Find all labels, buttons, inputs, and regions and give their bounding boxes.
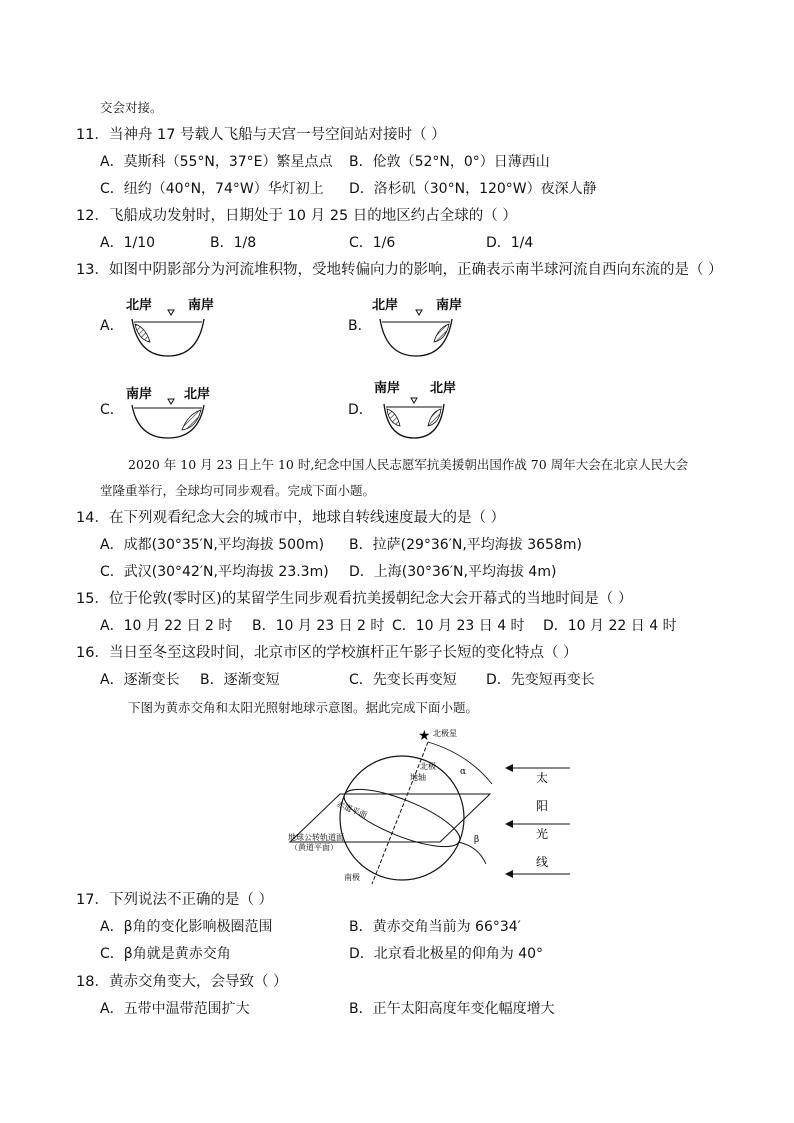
polaris-label: 北极星 bbox=[433, 729, 457, 738]
question-11-option-b[interactable]: B．伦敦（52°N，0°）日薄西山 bbox=[349, 154, 550, 170]
question-16-option-b[interactable]: B．逐渐变短 bbox=[200, 672, 280, 688]
sediment-deposit bbox=[135, 324, 150, 342]
bank-label-left: 南岸 bbox=[374, 381, 401, 396]
bank-label-right: 北岸 bbox=[184, 387, 211, 402]
river-diagram-b bbox=[370, 294, 470, 360]
question-12-option-d[interactable]: D．1/4 bbox=[486, 235, 534, 251]
question-13-option-a[interactable]: A． bbox=[100, 318, 124, 334]
figure-intro-text: 下图为黄赤交角和太阳光照射地球示意图。据此完成下面小题。 bbox=[128, 700, 479, 715]
question-12-option-a[interactable]: A．1/10 bbox=[100, 235, 156, 251]
question-17-option-c[interactable]: C．β角就是黄赤交角 bbox=[100, 946, 231, 962]
water-level-marker bbox=[168, 310, 174, 315]
question-17-option-b[interactable]: B．黄赤交角当前为 66°34′ bbox=[349, 919, 521, 935]
alpha-label: α bbox=[460, 767, 467, 777]
question-16-option-a[interactable]: A．逐渐变长 bbox=[100, 672, 180, 688]
beta-label: β bbox=[474, 835, 480, 845]
beta-arc bbox=[458, 842, 486, 864]
earth-globe bbox=[340, 756, 467, 880]
river-diagram-d bbox=[370, 376, 470, 446]
question-14-option-b[interactable]: B．拉萨(29°36′N,平均海拔 3658m) bbox=[349, 537, 582, 553]
sunlight-label-1: 太 bbox=[536, 771, 549, 785]
question-14-stem: 14．在下列观看纪念大会的城市中，地球自转线速度最大的是（ ） bbox=[76, 510, 506, 526]
sunlight-label-3: 光 bbox=[536, 827, 549, 841]
question-11-option-c[interactable]: C．纽约（40°N，74°W）华灯初上 bbox=[100, 181, 324, 197]
water-level-marker bbox=[416, 310, 422, 315]
sediment-deposit bbox=[434, 324, 449, 342]
bank-label-left: 北岸 bbox=[372, 298, 399, 313]
question-15-option-c[interactable]: C．10 月 23 日 4 时 bbox=[392, 618, 525, 634]
question-12-option-c[interactable]: C．1/6 bbox=[349, 235, 396, 251]
earth-obliquity-figure bbox=[280, 724, 580, 886]
question-16-stem: 16．当日至冬至这段时间，北京市区的学校旗杆正午影子长短的变化特点（ ） bbox=[76, 645, 578, 661]
question-12-stem: 12．飞船成功发射时，日期处于 10 月 25 日的地区约占全球的（ ） bbox=[76, 208, 517, 224]
question-16-option-c[interactable]: C．先变长再变短 bbox=[349, 672, 457, 688]
question-15-option-d[interactable]: D．10 月 22 日 4 时 bbox=[543, 618, 677, 634]
continuation-text: 交会对接。 bbox=[100, 100, 163, 115]
question-17-option-a[interactable]: A．β角的变化影响极圈范围 bbox=[100, 919, 273, 935]
river-diagram-a bbox=[122, 294, 222, 360]
question-14-option-c[interactable]: C．武汉(30°42′N,平均海拔 23.3m) bbox=[100, 564, 329, 580]
intro-passage-line-2: 堂隆重举行，全球均可同步观看。完成下面小题。 bbox=[100, 483, 376, 498]
bank-label-right: 北岸 bbox=[430, 381, 457, 396]
star-icon: ★ bbox=[418, 728, 431, 744]
water-level-marker bbox=[411, 398, 417, 403]
question-15-option-a[interactable]: A．10 月 22 日 2 时 bbox=[100, 618, 233, 634]
question-14-option-a[interactable]: A．成都(30°35′N,平均海拔 500m) bbox=[100, 537, 325, 553]
bank-label-right: 南岸 bbox=[436, 298, 463, 313]
question-13-option-c[interactable]: C． bbox=[100, 402, 124, 418]
equator-plane bbox=[338, 778, 466, 858]
question-11-stem: 11．当神舟 17 号载人飞船与天宫一号空间站对接时（ ） bbox=[76, 127, 446, 143]
question-18-option-b[interactable]: B．正午太阳高度年变化幅度增大 bbox=[349, 1001, 555, 1017]
alpha-arc bbox=[428, 742, 492, 784]
question-13-stem: 13．如图中阴影部分为河流堆积物，受地转偏向力的影响，正确表示南半球河流自西向东流的是（ ） bbox=[76, 262, 723, 278]
intro-passage-line-1: 2020 年 10 月 23 日上午 10 时,纪念中国人民志愿军抗美援朝出国作战 70 周年大会在北京人民大会 bbox=[128, 457, 689, 472]
bank-label-left: 南岸 bbox=[126, 387, 153, 402]
question-11-option-a[interactable]: A．莫斯科（55°N，37°E）繁星点点 bbox=[100, 154, 333, 170]
orbital-plane-label-2: （黄道平面） bbox=[290, 843, 338, 852]
bank-label-right: 南岸 bbox=[188, 298, 215, 313]
question-15-stem: 15．位于伦敦(零时区)的某留学生同步观看抗美援朝纪念大会开幕式的当地时间是（ ） bbox=[76, 591, 633, 607]
axis-label: 地轴 bbox=[410, 773, 426, 782]
question-13-option-d[interactable]: D． bbox=[348, 402, 373, 418]
question-15-option-b[interactable]: B．10 月 23 日 2 时 bbox=[252, 618, 385, 634]
equator-plane-label: 赤道平面 bbox=[335, 799, 369, 820]
question-14-option-d[interactable]: D．上海(30°36′N,平均海拔 4m) bbox=[349, 564, 557, 580]
water-level-marker bbox=[168, 399, 174, 404]
north-pole-label: 北极 bbox=[420, 762, 436, 771]
question-11-option-d[interactable]: D．洛杉矶（30°N，120°W）夜深人静 bbox=[349, 181, 597, 197]
question-18-stem: 18．黄赤交角变大，会导致（ ） bbox=[76, 974, 288, 990]
river-diagram-c bbox=[122, 380, 222, 446]
question-16-option-d[interactable]: D．先变短再变长 bbox=[486, 672, 595, 688]
question-17-option-d[interactable]: D．北京看北极星的仰角为 40° bbox=[349, 946, 544, 962]
sediment-deposit bbox=[182, 410, 201, 430]
sunlight-label-4: 线 bbox=[536, 855, 549, 869]
orbital-plane-label-1: 地球公转轨道面 bbox=[288, 833, 344, 842]
question-12-option-b[interactable]: B．1/8 bbox=[210, 235, 257, 251]
south-pole-label: 南极 bbox=[344, 873, 360, 882]
question-17-stem: 17．下列说法不正确的是（ ） bbox=[76, 892, 274, 908]
question-18-option-a[interactable]: A．五带中温带范围扩大 bbox=[100, 1001, 250, 1017]
bank-label-left: 北岸 bbox=[126, 298, 153, 313]
sunlight-label-2: 阳 bbox=[536, 799, 549, 813]
question-13-option-b[interactable]: B． bbox=[348, 318, 372, 334]
